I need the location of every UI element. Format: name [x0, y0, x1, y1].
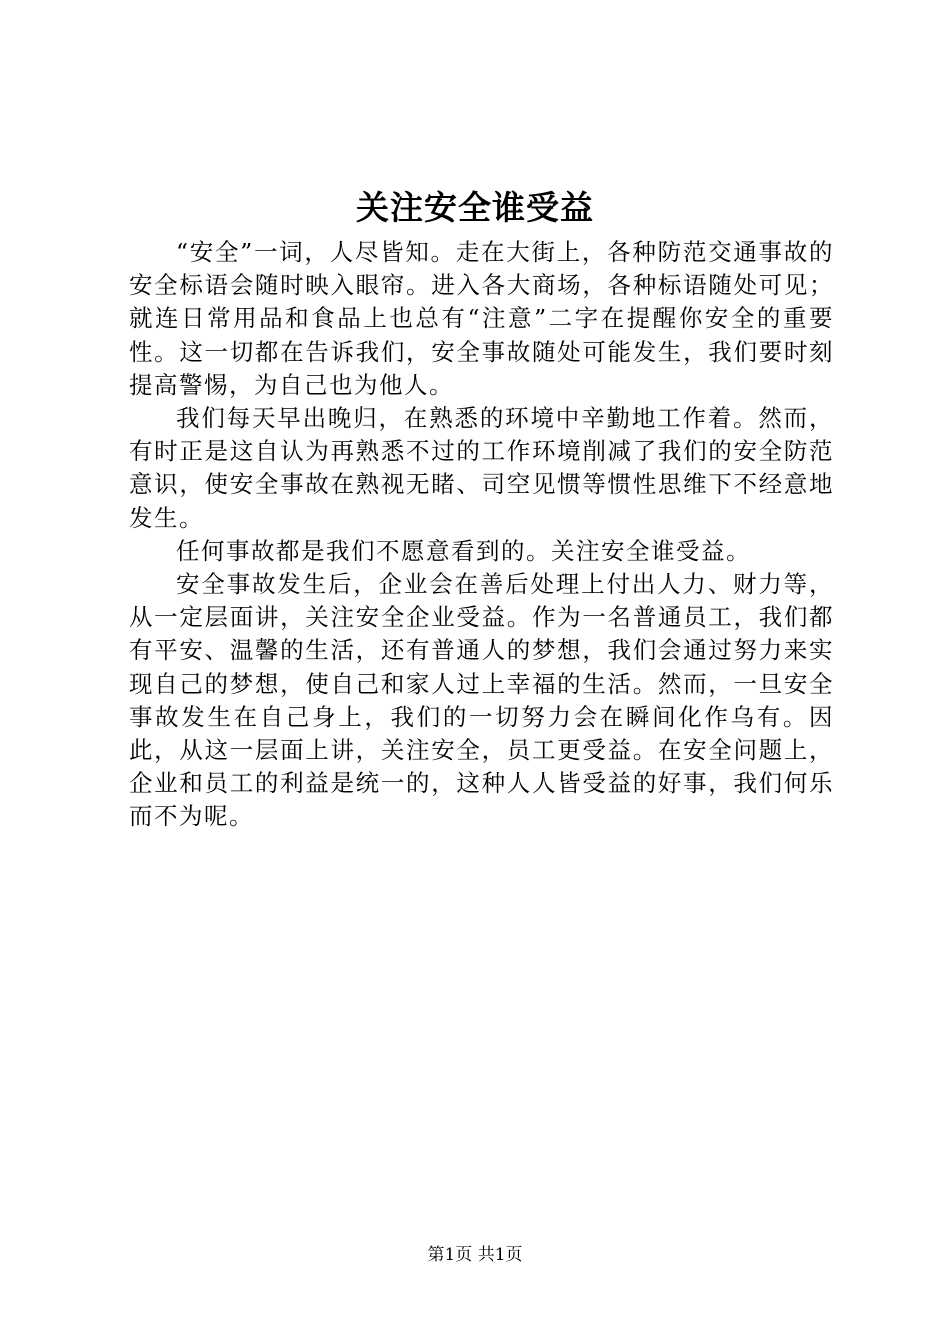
document-body [129, 236, 834, 834]
paragraph-1: “安全”一词，人尽皆知。走在大街上，各种防范交通事故的安全标语会随时映入眼帘。进入各大商场，各种标语随处可见；就连日常用品和食品上也总有“注意”二字在提醒你安全的重要性。这一切都在告诉我们，安全事故随处可能发生，我们要时刻提高警惕，为自己也为他人。 [129, 238, 834, 399]
paragraph-2: 我们每天早出晚归，在熟悉的环境中辛勤地工作着。然而，有时正是这自认为再熟悉不过的工作环境削减了我们的安全防范意识，使安全事故在熟视无睹、司空见惯等惯性思维下不经意地发生。 [129, 404, 834, 532]
page-footer: 第1页 共1页 [427, 1245, 523, 1265]
document-title: 关注安全谁受益 [356, 188, 594, 227]
paragraph-4: 安全事故发生后，企业会在善后处理上付出人力、财力等，从一定层面讲，关注安全企业受益。作为一名普通员工，我们都有平安、温馨的生活，还有普通人的梦想，我们会通过努力来实现自己的梦想，使自己和家人过上幸福的生活。然而，一旦安全事故发生在自己身上，我们的一切努力会在瞬间化作乌有。因此，从这一层面上讲，关注安全，员工更受益。在安全问题上，企业和员工的利益是统一的，这种人人皆受益的好事，我们何乐而不为呢。 [129, 570, 834, 831]
paragraph-3: 任何事故都是我们不愿意看到的。关注安全谁受益。 [176, 536, 751, 565]
